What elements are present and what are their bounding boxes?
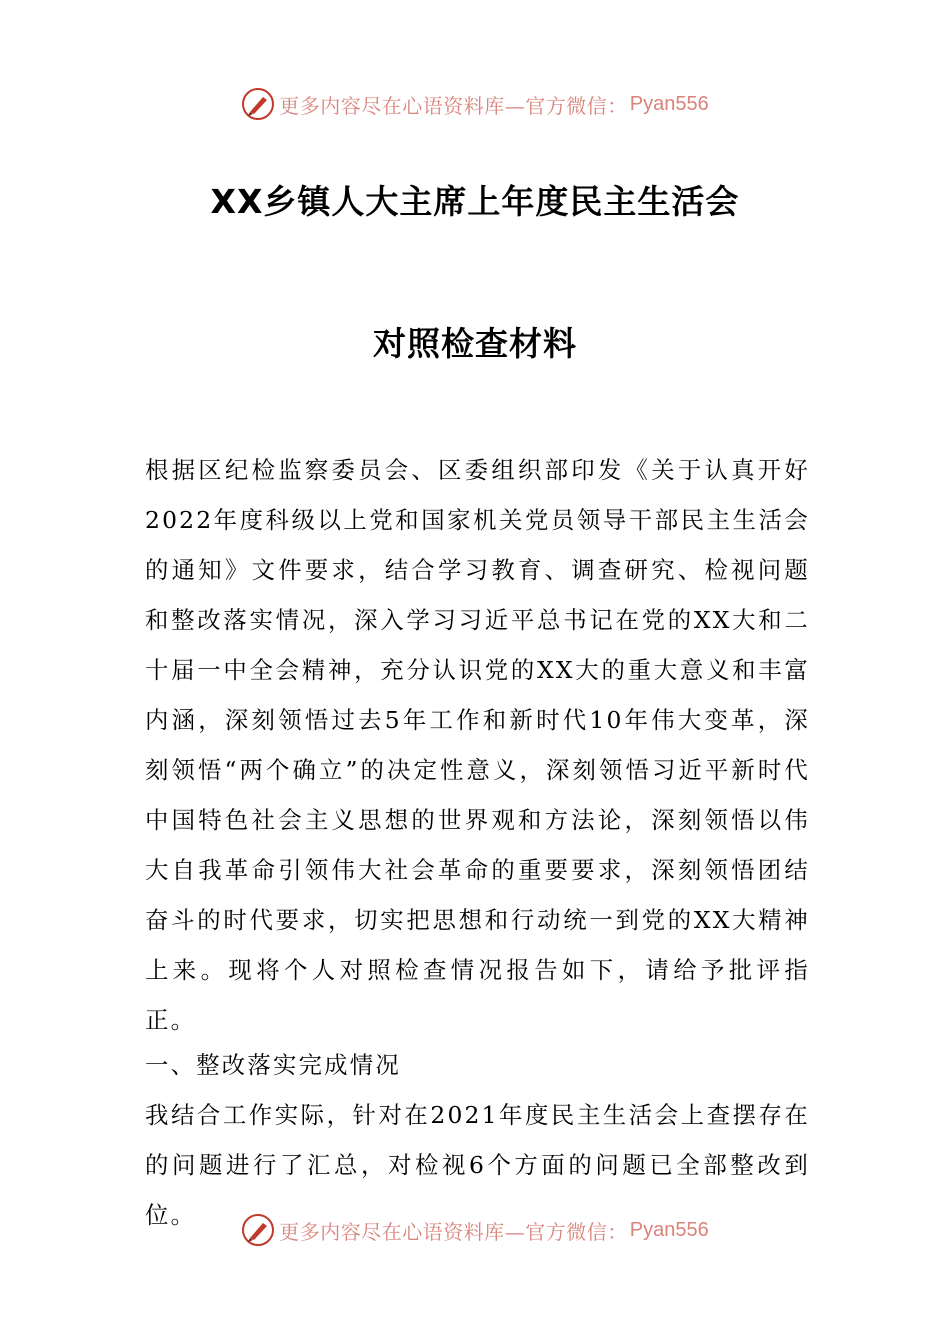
paragraph-text: 根据区纪检监察委员会、区委组织部印发《关于认真开好2022年度科级以上党和国家机关党员领导干部民主生活会的通知》文件要求，结合学习教育、调查研究、检视问题和整改落实情况，深入学习习近平总书记在党的XX大和二十届一中全会精神，充分认识党的XX大的重大意义和丰富内涵，深刻领悟过去5年工作和新时代10年伟大变革，深刻领悟“两个确立”的决定性意义，深刻领悟习近平新时代中国特色社会主义思想的世界观和方法论，深刻领悟以伟大自我革命引领伟大社会革命的重要要求，深刻领悟团结奋斗的时代要求，切实把思想和行动统一到党的XX大精神上来。现将个人对照检查情况报告如下，请给予批评指正。 bbox=[145, 456, 810, 1034]
watermark-brand: Pyan556 bbox=[629, 92, 709, 115]
watermark-text: 更多内容尽在心语资料库—官方微信： bbox=[279, 93, 628, 118]
heading-text: 一、整改落实完成情况 bbox=[145, 1051, 401, 1079]
watermark-text: 更多内容尽在心语资料库—官方微信： bbox=[279, 1219, 628, 1244]
pen-nib-circle-icon bbox=[241, 87, 275, 121]
watermark-header bbox=[0, 84, 950, 124]
section-heading-1 bbox=[145, 1040, 810, 1090]
paragraph-text: 我结合工作实际，针对在2021年度民主生活会上查摆存在的问题进行了汇总，对检视6个方面的问题已全部整改到位。 bbox=[145, 1101, 810, 1229]
body-paragraph-1 bbox=[145, 445, 810, 1045]
document-title-line2: 对照检查材料 bbox=[373, 324, 577, 363]
watermark-footer bbox=[0, 1210, 950, 1250]
document-title-line1: XX乡镇人大主席上年度民主生活会 bbox=[210, 182, 740, 221]
pen-nib-circle-icon bbox=[241, 1213, 275, 1247]
watermark-brand: Pyan556 bbox=[629, 1218, 709, 1241]
